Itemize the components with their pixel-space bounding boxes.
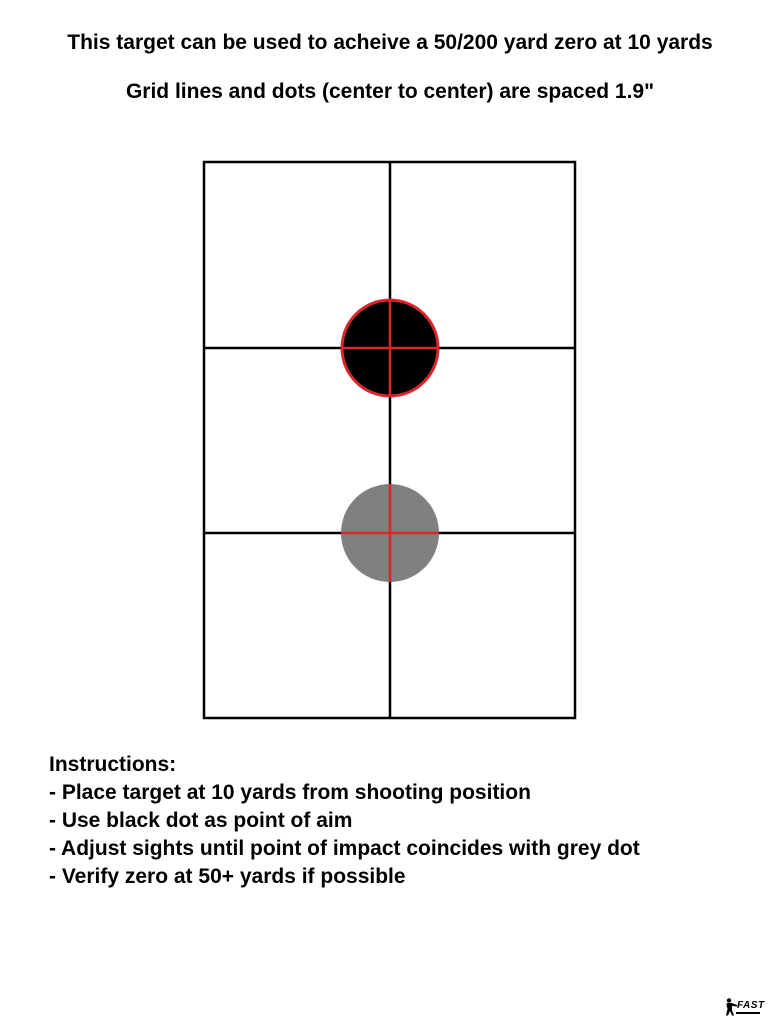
grey-impact-dot	[341, 484, 439, 582]
instruction-item: - Verify zero at 50+ yards if possible	[49, 865, 406, 888]
instruction-item: - Adjust sights until point of impact coincides with grey dot	[49, 837, 640, 860]
logo-text: FAST	[737, 1000, 765, 1011]
instructions-block	[49, 751, 640, 891]
page-subtitle: Grid lines and dots (center to center) are spaced 1.9"	[125, 80, 655, 103]
page-title: This target can be used to acheive a 50/200 yard zero at 10 yards	[67, 31, 713, 54]
fast-logo	[722, 996, 765, 1020]
target-grid	[204, 162, 575, 718]
black-aim-dot	[342, 300, 438, 396]
instruction-item: - Place target at 10 yards from shooting position	[49, 781, 531, 804]
instruction-item: - Use black dot as point of aim	[49, 809, 353, 832]
instructions-heading: Instructions:	[49, 753, 177, 776]
logo-underline	[736, 1012, 760, 1014]
